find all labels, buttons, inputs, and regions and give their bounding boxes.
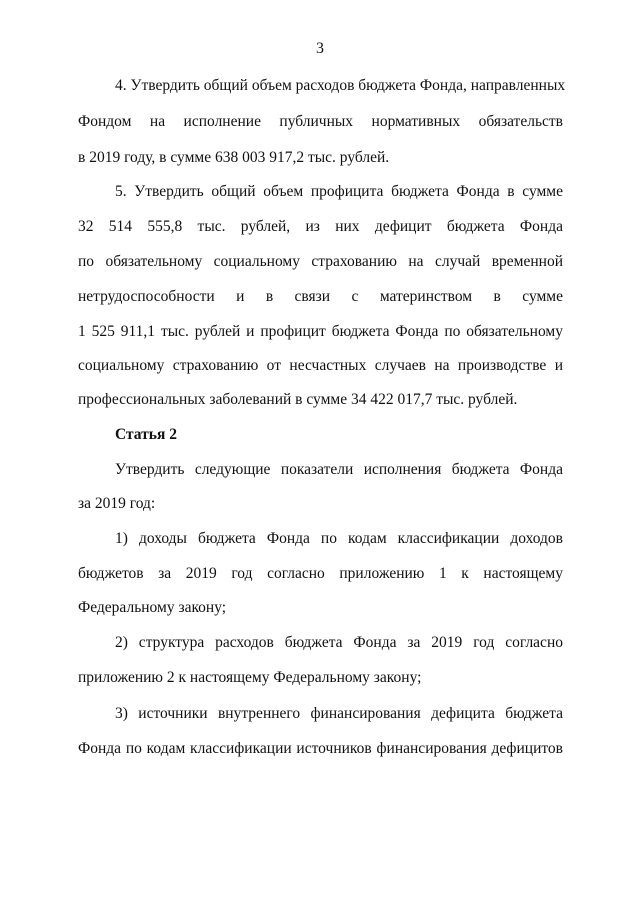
paragraph-4-line-3: в 2019 году, в сумме 638 003 917,2 тыс. рублей.: [78, 149, 390, 166]
paragraph-5-line-3: по обязательному социальному страхованию на случай временной: [78, 253, 563, 270]
page-number: 3: [316, 40, 324, 57]
paragraph-5-line-4: нетрудоспособности и в связи с материнством в сумме: [78, 288, 563, 305]
article-intro-line-2: за 2019 год:: [78, 495, 156, 512]
item-2-line-2: приложению 2 к настоящему Федеральному закону;: [78, 669, 422, 686]
item-2-line-1: 2) структура расходов бюджета Фонда за 2019 год согласно: [115, 634, 563, 651]
paragraph-5-line-7: профессиональных заболеваний в сумме 34 422 017,7 тыс. рублей.: [78, 391, 518, 408]
paragraph-5-line-6: социальному страхованию от несчастных случаев на производстве и: [78, 357, 563, 374]
paragraph-5-line-2: 32 514 555,8 тыс. рублей, из них дефицит бюджета Фонда: [78, 218, 563, 235]
paragraph-5-line-5: 1 525 911,1 тыс. рублей и профицит бюджета Фонда по обязательному: [78, 323, 563, 340]
item-1-line-1: 1) доходы бюджета Фонда по кодам классификации доходов: [115, 530, 563, 547]
item-3-line-1: 3) источники внутреннего финансирования дефицита бюджета: [115, 705, 563, 722]
article-intro-line-1: Утвердить следующие показатели исполнения бюджета Фонда: [115, 461, 563, 478]
paragraph-4-line-1: 4. Утвердить общий объем расходов бюджета Фонда, направленных: [115, 77, 566, 94]
item-1-line-3: Федеральному закону;: [78, 599, 227, 616]
item-1-line-2: бюджетов за 2019 год согласно приложению 1 к настоящему: [78, 565, 563, 582]
paragraph-5-line-1: 5. Утвердить общий объем профицита бюджета Фонда в сумме: [115, 183, 563, 200]
paragraph-4-line-2: Фондом на исполнение публичных нормативных обязательств: [78, 113, 563, 130]
article-heading: Статья 2: [115, 426, 177, 443]
item-3-line-2: Фонда по кодам классификации источников финансирования дефицитов: [78, 740, 563, 757]
